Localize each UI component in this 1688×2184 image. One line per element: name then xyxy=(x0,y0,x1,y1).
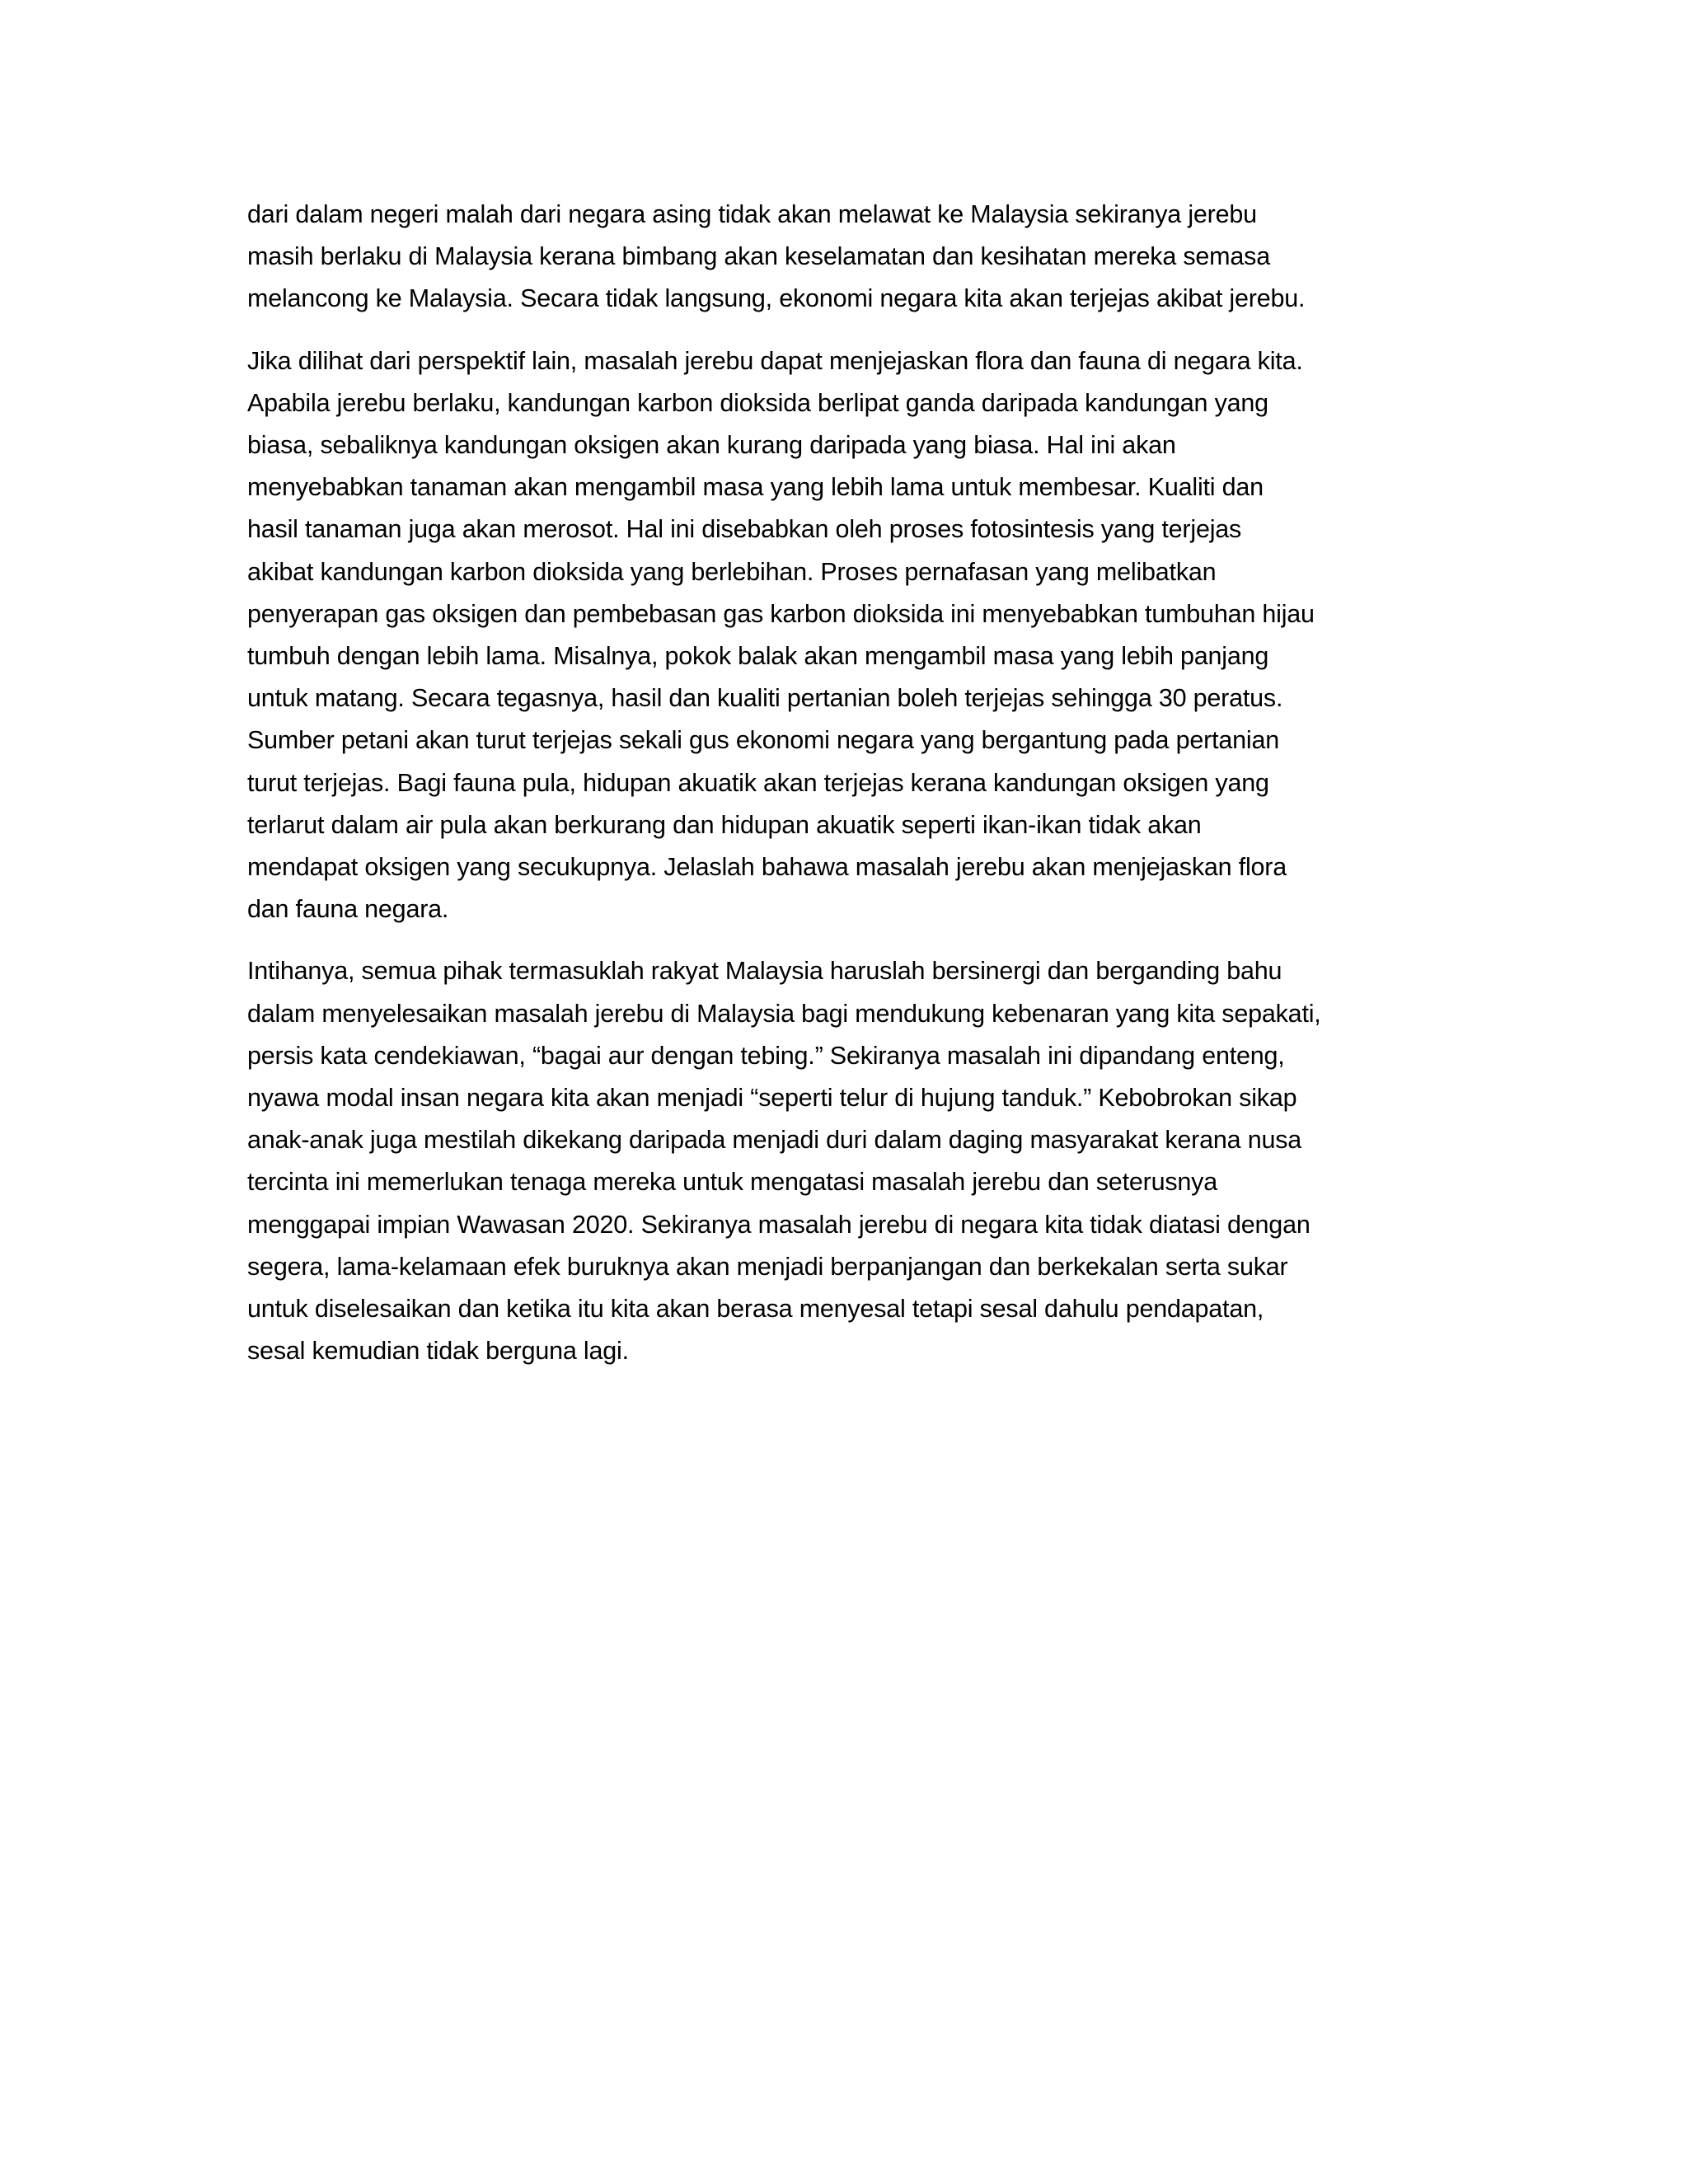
paragraph-line: terlarut dalam air pula akan berkurang dan hidupan akuatik seperti ikan-ikan tidak akan xyxy=(247,810,1202,839)
document-body xyxy=(247,194,1451,1392)
paragraph-line: biasa, sebaliknya kandungan oksigen akan kurang daripada yang biasa. Hal ini akan xyxy=(247,431,1176,460)
paragraph-line: mendapat oksigen yang secukupnya. Jelaslah bahawa masalah jerebu akan menjejaskan flora xyxy=(247,853,1287,882)
paragraph-line: nyawa modal insan negara kita akan menjadi “seperti telur di hujung tanduk.” Kebobrokan sikap xyxy=(247,1084,1297,1113)
paragraph-line: sesal kemudian tidak berguna lagi. xyxy=(247,1337,629,1366)
paragraph-line: Jika dilihat dari perspektif lain, masalah jerebu dapat menjejaskan flora dan fauna di negara kita. xyxy=(247,346,1303,375)
paragraph-line: segera, lama-kelamaan efek buruknya akan menjadi berpanjangan dan berkekalan serta sukar xyxy=(247,1252,1288,1281)
paragraph-line: untuk matang. Secara tegasnya, hasil dan kualiti pertanian boleh terjejas sehingga 30 peratus. xyxy=(247,684,1283,713)
paragraph-line: dalam menyelesaikan masalah jerebu di Malaysia bagi mendukung kebenaran yang kita sepakati, xyxy=(247,999,1321,1028)
paragraph-3 xyxy=(247,950,1451,1372)
paragraph-2 xyxy=(247,340,1451,931)
paragraph-line: menyebabkan tanaman akan mengambil masa yang lebih lama untuk membesar. Kualiti dan xyxy=(247,473,1264,502)
paragraph-line: menggapai impian Wawasan 2020. Sekiranya masalah jerebu di negara kita tidak diatasi dengan xyxy=(247,1210,1311,1239)
paragraph-line: Sumber petani akan turut terjejas sekali gus ekonomi negara yang bergantung pada pertanian xyxy=(247,726,1279,755)
paragraph-line: penyerapan gas oksigen dan pembebasan gas karbon dioksida ini menyebabkan tumbuhan hijau xyxy=(247,599,1315,628)
paragraph-line: persis kata cendekiawan, “bagai aur dengan tebing.” Sekiranya masalah ini dipandang enteng, xyxy=(247,1041,1285,1070)
paragraph-line: anak-anak juga mestilah dikekang daripada menjadi duri dalam daging masyarakat kerana nusa xyxy=(247,1126,1302,1155)
paragraph-line: melancong ke Malaysia. Secara tidak langsung, ekonomi negara kita akan terjejas akibat jerebu. xyxy=(247,284,1306,313)
paragraph-line: dari dalam negeri malah dari negara asing tidak akan melawat ke Malaysia sekiranya jerebu xyxy=(247,200,1257,228)
paragraph-1 xyxy=(247,194,1451,321)
paragraph-line: akibat kandungan karbon dioksida yang berlebihan. Proses pernafasan yang melibatkan xyxy=(247,557,1217,586)
paragraph-line: turut terjejas. Bagi fauna pula, hidupan akuatik akan terjejas kerana kandungan oksigen yang xyxy=(247,768,1269,797)
paragraph-line: hasil tanaman juga akan merosot. Hal ini disebabkan oleh proses fotosintesis yang terjejas xyxy=(247,515,1242,544)
paragraph-line: tercinta ini memerlukan tenaga mereka untuk mengatasi masalah jerebu dan seterusnya xyxy=(247,1168,1217,1197)
paragraph-line: Intihanya, semua pihak termasuklah rakyat Malaysia haruslah bersinergi dan berganding bahu xyxy=(247,957,1282,986)
paragraph-line: tumbuh dengan lebih lama. Misalnya, pokok balak akan mengambil masa yang lebih panjang xyxy=(247,642,1269,671)
paragraph-line: untuk diselesaikan dan ketika itu kita akan berasa menyesal tetapi sesal dahulu pendapatan, xyxy=(247,1295,1264,1324)
paragraph-line: Apabila jerebu berlaku, kandungan karbon dioksida berlipat ganda daripada kandungan yang xyxy=(247,388,1268,417)
paragraph-line: dan fauna negara. xyxy=(247,895,449,924)
paragraph-line: masih berlaku di Malaysia kerana bimbang akan keselamatan dan kesihatan mereka semasa xyxy=(247,242,1270,271)
